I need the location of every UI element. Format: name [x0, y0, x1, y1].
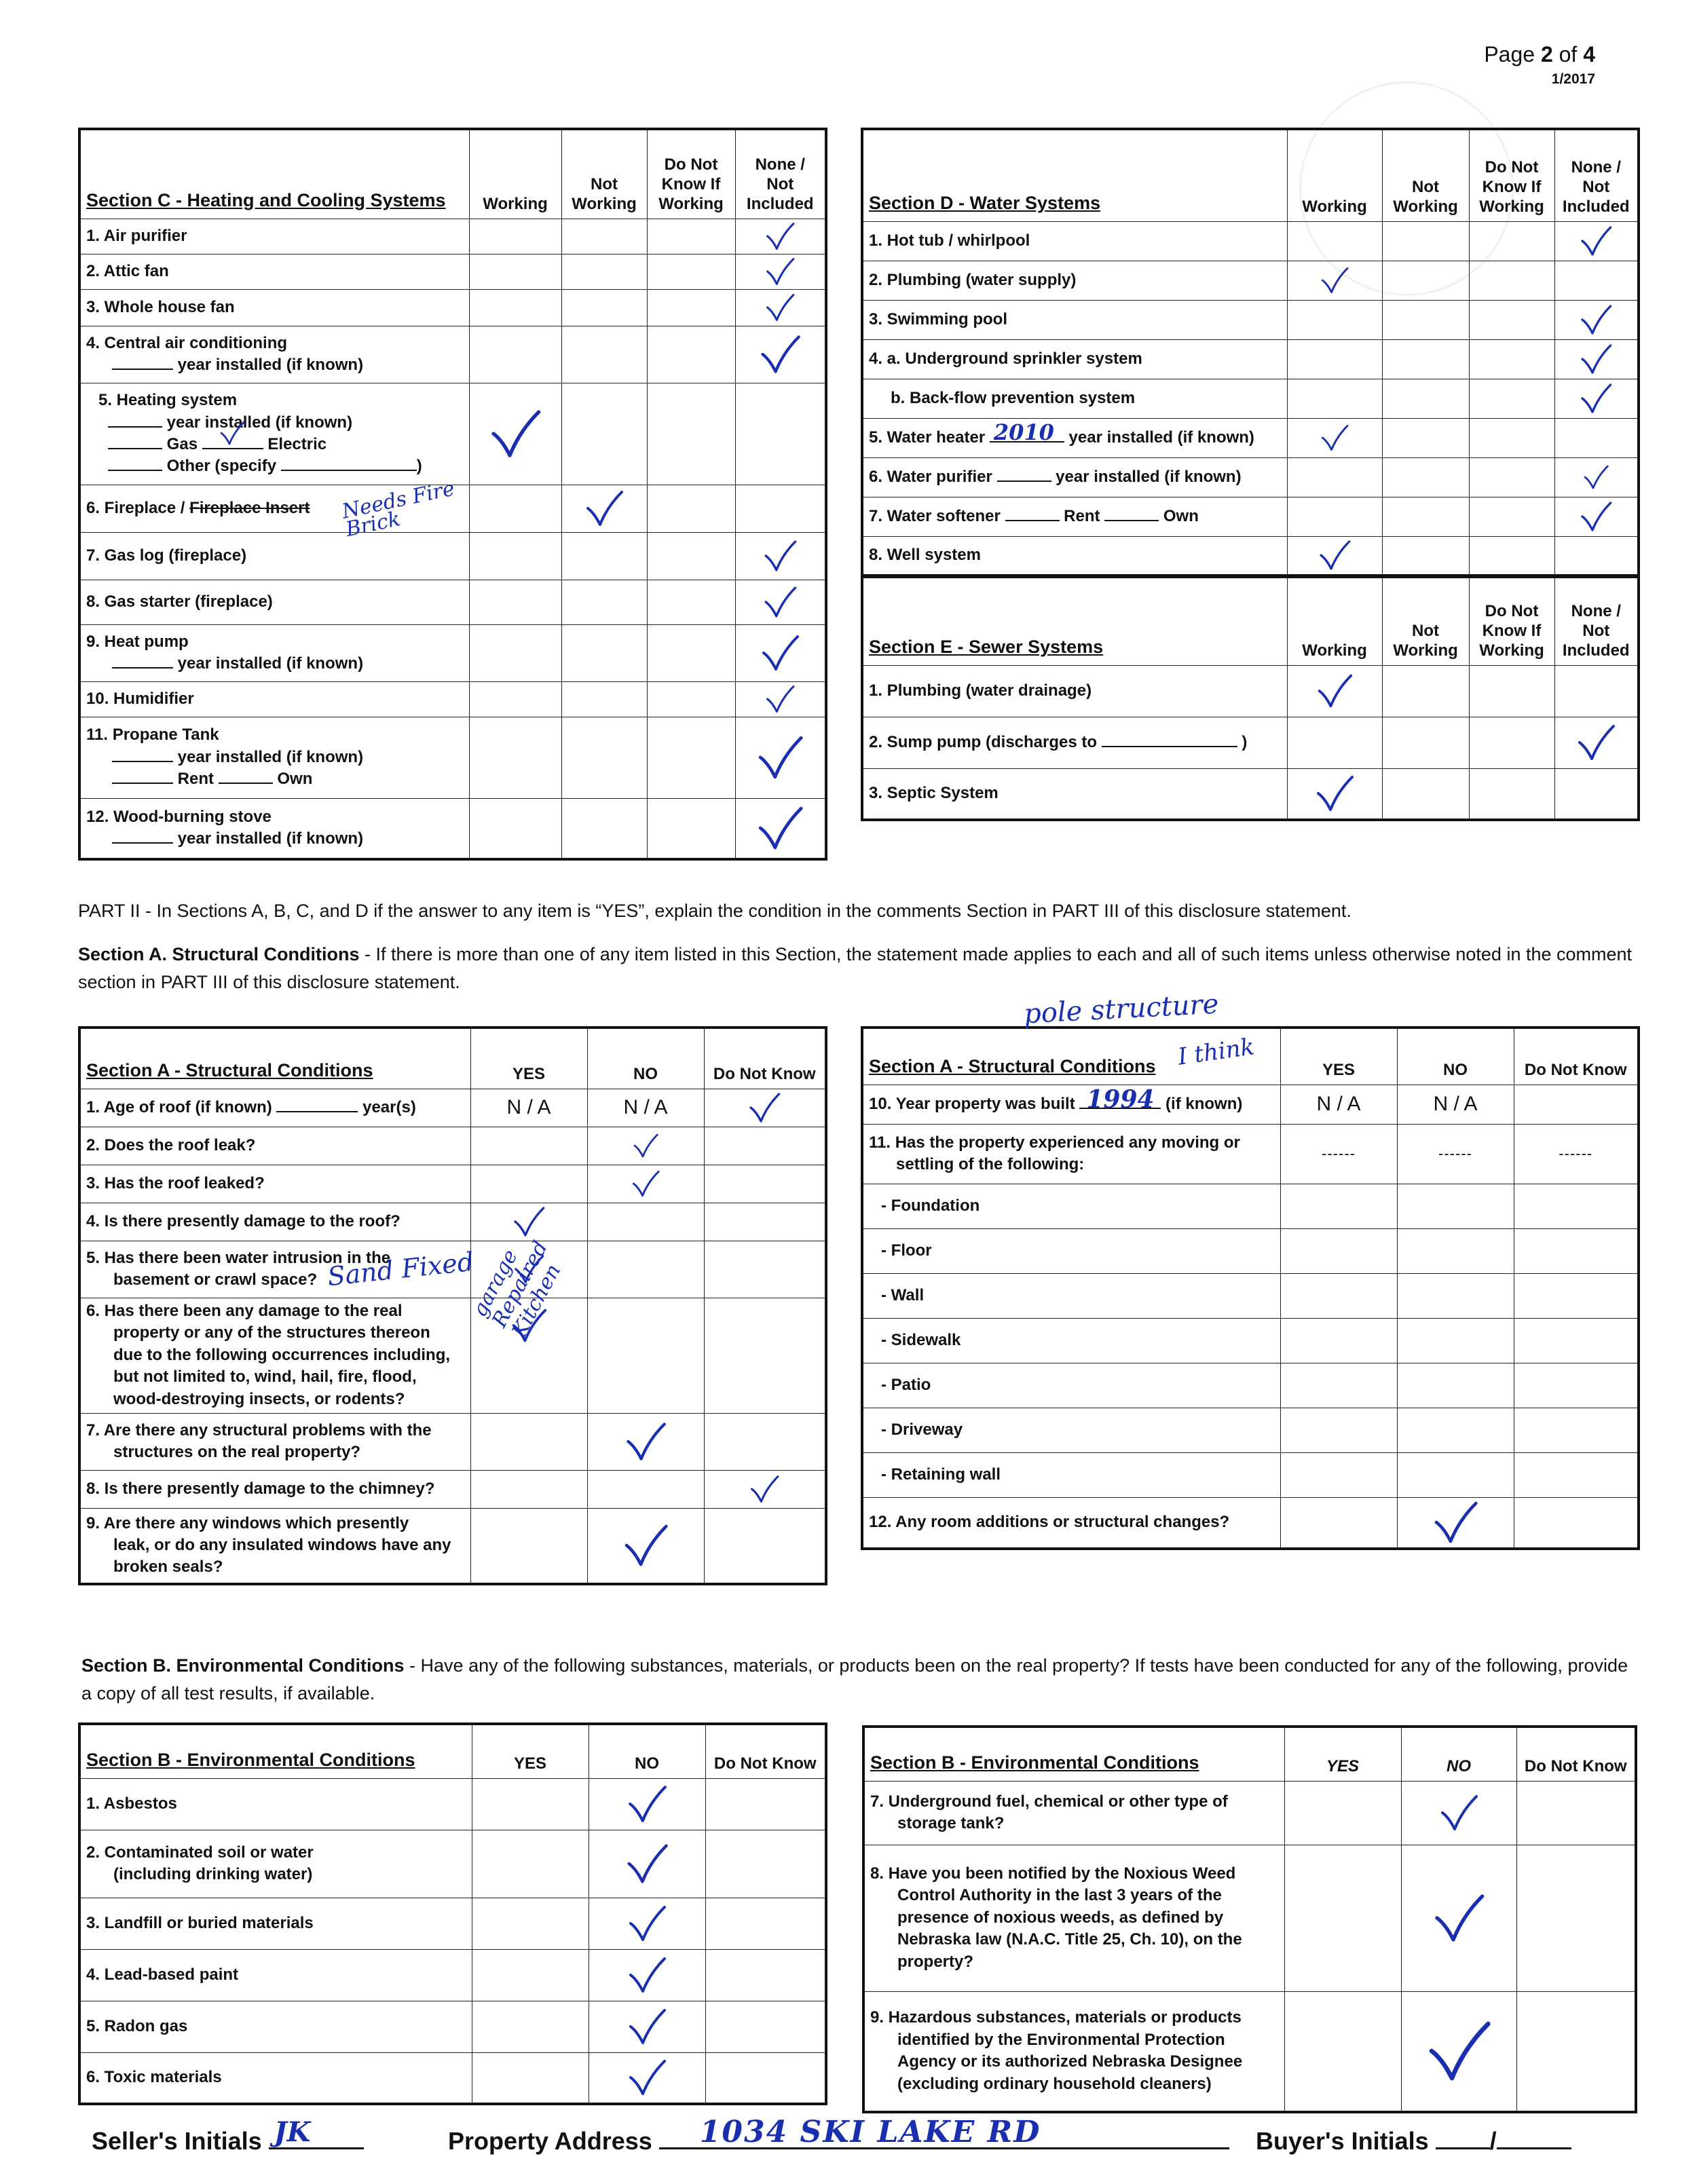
col-not-working: Not Working [1382, 129, 1469, 221]
check-central-ac-none[interactable] [735, 326, 826, 383]
row-property-damage: 6. Has there been any damage to the real property or any of the structures thereon due to the following occurrences including, but not limited to, wind, hail, fire, flood, wood-destroying insects, or rodents? [79, 1298, 470, 1413]
part-ii-intro: PART II - In Sections A, B, C, and D if the answer to any item is “YES”, explain the condition in the comments Section in PART III of this disclosure statement. [78, 901, 1351, 921]
property-address: Property Address 1034 SKI LAKE RD [448, 2124, 1229, 2155]
checkmark-icon [1565, 722, 1626, 763]
row-central-ac: 4. Central air conditioning year installed (if known) [79, 326, 469, 383]
check-structural-problems-no[interactable] [587, 1413, 704, 1470]
row-well-system: 8. Well system [862, 536, 1287, 576]
check-room-additions-no[interactable] [1397, 1497, 1514, 1549]
section-a-right-table [861, 1026, 1640, 1550]
row-roof-age: 1. Age of roof (if known) year(s) [79, 1089, 470, 1127]
check-propane-none[interactable] [735, 717, 826, 798]
col-do-not-know: Do Not Know [704, 1028, 826, 1089]
checkmark-icon [758, 633, 802, 673]
col-none: None / Not Included [735, 129, 826, 219]
col-yes: YES [1284, 1727, 1401, 1781]
section-b-right-table [862, 1725, 1637, 2113]
year-built-no-na: N / A [1397, 1085, 1514, 1124]
checkmark-icon [756, 803, 804, 853]
row-wall: - Wall [862, 1273, 1280, 1318]
row-gas-log: 7. Gas log (fireplace) [79, 532, 469, 580]
col-do-not-know: Do Not Know [1516, 1727, 1636, 1781]
section-a-title-right: Section A - Structural Conditions [862, 1028, 1280, 1085]
col-yes: YES [472, 1724, 589, 1778]
row-floor: - Floor [862, 1228, 1280, 1273]
handwritten-i-think: I think [1176, 1033, 1256, 1071]
checkmark-icon [488, 405, 542, 462]
checkmark-icon [213, 419, 251, 447]
handwritten-pole-structure: pole structure [1022, 988, 1220, 1030]
softener-rent-field[interactable] [1005, 506, 1060, 521]
check-hazardous-no[interactable] [1401, 1991, 1516, 2112]
wood-stove-year-field[interactable] [112, 829, 173, 844]
row-hot-tub: 1. Hot tub / whirlpool [862, 221, 1287, 261]
checkmark-icon [1572, 303, 1620, 337]
checkmark-icon [1572, 342, 1620, 376]
roof-age-no-na: N / A [587, 1089, 704, 1127]
col-do-not-know: Do Not Know [1514, 1028, 1639, 1085]
section-c-title: Section C - Heating and Cooling Systems [79, 129, 469, 219]
row-year-built: 10. Year property was built 1994 (if known) [862, 1085, 1280, 1124]
checkmark-icon [756, 333, 804, 376]
section-a-left-table [78, 1026, 827, 1585]
col-none: None / Not Included [1554, 577, 1639, 665]
year-built-yes-na: N / A [1280, 1085, 1397, 1124]
row-moving-settling: 11. Has the property experienced any moving or settling of the following: [862, 1124, 1280, 1184]
col-no: NO [1397, 1028, 1514, 1085]
col-do-not-know: Do Not Know If Working [1469, 577, 1554, 665]
row-water-intrusion: 5. Has there been water intrusion in the basement or crawl space? [79, 1241, 470, 1298]
checkmark-icon [1316, 538, 1353, 572]
checkmark-icon [1311, 672, 1358, 710]
row-lead-paint: 4. Lead-based paint [79, 1949, 472, 2001]
row-water-purifier: 6. Water purifier year installed (if known) [862, 457, 1287, 497]
section-b-intro: Section B. Environmental Conditions - Have any of the following substances, materials, or products been on the real property? If tests have been conducted for any of the following, provide a copy of all test results, if available. [81, 1655, 1628, 1703]
check-drainage-working[interactable] [1287, 665, 1382, 717]
row-roof-damage: 4. Is there presently damage to the roof? [79, 1203, 470, 1241]
row-humidifier: 10. Humidifier [79, 681, 469, 717]
check-hot-tub-none[interactable] [1554, 221, 1639, 261]
check-backflow-none[interactable] [1554, 379, 1639, 418]
property-address-field[interactable]: 1034 SKI LAKE RD [659, 2124, 1229, 2149]
row-backflow: b. Back-flow prevention system [862, 379, 1287, 418]
checkmark-icon [760, 683, 800, 715]
row-underground-tank: 7. Underground fuel, chemical or other type of storage tank? [863, 1781, 1284, 1845]
col-not-working: Not Working [1382, 577, 1469, 665]
checkmark-icon [1313, 265, 1356, 295]
central-ac-year-field[interactable] [112, 355, 173, 370]
check-attic-fan-none[interactable] [735, 254, 826, 289]
check-contaminated-no[interactable] [589, 1830, 705, 1898]
check-septic-working[interactable] [1287, 768, 1382, 820]
sump-discharge-field[interactable] [1102, 732, 1237, 747]
heat-pump-year-field[interactable] [112, 654, 173, 669]
propane-rent-field[interactable] [112, 769, 173, 784]
check-water-heater-working[interactable] [1287, 418, 1382, 457]
check-whole-house-fan-none[interactable] [735, 289, 826, 326]
check-heat-pump-none[interactable] [735, 624, 826, 681]
softener-own-field[interactable] [1104, 506, 1159, 521]
row-windows: 9. Are there any windows which presently leak, or do any insulated windows have any broken seals? [79, 1508, 470, 1584]
row-asbestos: 1. Asbestos [79, 1778, 472, 1830]
row-whole-house-fan: 3. Whole house fan [79, 289, 469, 326]
checkmark-icon [621, 1955, 673, 1995]
row-attic-fan: 2. Attic fan [79, 254, 469, 289]
check-windows-no[interactable] [587, 1508, 704, 1584]
col-no: NO [587, 1028, 704, 1089]
checkmark-icon [624, 1132, 667, 1159]
col-yes: YES [470, 1028, 587, 1089]
check-asbestos-no[interactable] [589, 1778, 705, 1830]
section-b-title-right: Section B - Environmental Conditions [863, 1727, 1284, 1781]
section-a-intro: Section A. Structural Conditions - If there is more than one of any item listed in this Section, the statement made applies to each and all of such items unless otherwise noted in the comment section in PART III of this disclosure statement. [78, 944, 1633, 992]
section-b-left-table [78, 1722, 827, 2105]
checkmark-icon [620, 1522, 671, 1569]
checkmark-icon [741, 1091, 788, 1125]
section-d-table [861, 128, 1640, 577]
row-heat-pump: 9. Heat pump year installed (if known) [79, 624, 469, 681]
checkmark-icon [621, 2057, 673, 2098]
page-number: Page 2 of 4 [1484, 42, 1595, 67]
section-d-title: Section D - Water Systems [862, 129, 1287, 221]
col-no: NO [589, 1724, 705, 1778]
row-roof-leaked: 3. Has the roof leaked? [79, 1165, 470, 1203]
row-propane-tank: 11. Propane Tank year installed (if known) Rent Own [79, 717, 469, 798]
seller-initials-field[interactable]: JK [269, 2124, 364, 2149]
col-no: NO [1401, 1727, 1516, 1781]
section-a-title: Section A - Structural Conditions [79, 1028, 470, 1089]
check-chimney-dnk[interactable] [704, 1470, 826, 1508]
row-toxic: 6. Toxic materials [79, 2052, 472, 2104]
check-toxic-no[interactable] [589, 2052, 705, 2104]
row-hazardous: 9. Hazardous substances, materials or products identified by the Environmental Protection Agency or its authorized Nebraska Designee (excluding ordinary household cleaners) [863, 1991, 1284, 2112]
row-fireplace: 6. Fireplace / Fireplace Insert [79, 485, 469, 532]
row-plumbing-supply: 2. Plumbing (water supply) [862, 261, 1287, 300]
checkmark-icon [1572, 500, 1620, 533]
row-contaminated-soil: 2. Contaminated soil or water (including drinking water) [79, 1830, 472, 1898]
row-patio: - Patio [862, 1363, 1280, 1408]
check-humidifier-none[interactable] [735, 681, 826, 717]
buyer-initials-field-2[interactable] [1497, 2124, 1571, 2149]
buyer-initials-field-1[interactable] [1436, 2124, 1490, 2149]
checkmark-icon [741, 1473, 788, 1505]
water-heater-year-field[interactable]: 2010 [990, 428, 1064, 443]
check-heating-working[interactable] [469, 383, 561, 485]
checkmark-icon [580, 488, 628, 529]
check-sump-pump-none[interactable] [1554, 717, 1639, 768]
checkmark-icon [624, 1169, 667, 1199]
row-water-softener: 7. Water softener Rent Own [862, 497, 1287, 536]
seller-initials: Seller's Initials JK [92, 2124, 364, 2155]
checkmark-icon [621, 1903, 673, 1944]
check-roof-age-dnk[interactable] [704, 1089, 826, 1127]
row-gas-starter: 8. Gas starter (fireplace) [79, 580, 469, 624]
checkmark-icon [756, 732, 804, 783]
section-b-title: Section B - Environmental Conditions [79, 1724, 472, 1778]
checkmark-icon [1425, 2010, 1493, 2092]
row-room-additions: 12. Any room additions or structural changes? [862, 1497, 1280, 1549]
checkmark-icon [758, 584, 802, 620]
row-water-heater: 5. Water heater 2010 year installed (if known) [862, 418, 1287, 457]
propane-own-field[interactable] [219, 769, 273, 784]
row-radon: 5. Radon gas [79, 2001, 472, 2052]
check-fireplace-not-working[interactable] [561, 485, 647, 532]
col-working: Working [1287, 577, 1382, 665]
row-driveway: - Driveway [862, 1408, 1280, 1452]
moving-dnk-dashes: ------ [1514, 1124, 1639, 1184]
roof-age-field[interactable] [276, 1097, 358, 1112]
check-noxious-weed-no[interactable] [1401, 1845, 1516, 1991]
check-roof-leak-no[interactable] [587, 1127, 704, 1165]
col-do-not-know: Do Not Know If Working [1469, 129, 1554, 221]
section-e-title: Section E - Sewer Systems [862, 577, 1287, 665]
checkmark-icon [1572, 381, 1620, 415]
row-foundation: - Foundation [862, 1184, 1280, 1228]
col-do-not-know: Do Not Know [705, 1724, 826, 1778]
checkmark-icon [1311, 773, 1358, 814]
check-lead-paint-no[interactable] [589, 1949, 705, 2001]
checkmark-icon [1421, 1499, 1489, 1546]
checkmark-icon [1313, 423, 1356, 453]
row-sprinkler: 4. a. Underground sprinkler system [862, 339, 1287, 379]
checkmark-icon [623, 1783, 671, 1825]
checkmark-icon [1574, 464, 1618, 491]
checkmark-icon [620, 1420, 671, 1463]
check-landfill-no[interactable] [589, 1898, 705, 1949]
row-roof-leak: 2. Does the roof leak? [79, 1127, 470, 1165]
checkmark-icon [1572, 224, 1620, 258]
check-gas-log-none[interactable] [735, 532, 826, 580]
page-header [1484, 42, 1595, 88]
checkmark-icon [1430, 1891, 1487, 1945]
handwritten-garage-note: garage Repaired Kitchen [468, 1237, 566, 1342]
row-air-purifier: 1. Air purifier [79, 219, 469, 254]
check-swimming-pool-none[interactable] [1554, 300, 1639, 339]
checkmark-icon [758, 538, 802, 573]
col-do-not-know: Do Not Know If Working [647, 129, 735, 219]
row-sump-pump: 2. Sump pump (discharges to ) [862, 717, 1287, 768]
handwritten-sand-fixed: Sand Fixed [326, 1246, 476, 1292]
row-sidewalk: - Sidewalk [862, 1318, 1280, 1363]
row-chimney: 8. Is there presently damage to the chimney? [79, 1470, 470, 1508]
check-gas-starter-none[interactable] [735, 580, 826, 624]
checkmark-icon [760, 256, 800, 287]
water-purifier-year-field[interactable] [997, 467, 1051, 482]
row-noxious-weed: 8. Have you been notified by the Noxious Weed Control Authority in the last 3 years of the presence of noxious weeds, as defined by Nebraska law (N.A.C. Title 25, Ch. 10), on the property? [863, 1845, 1284, 1991]
check-roof-damage-yes[interactable] [470, 1203, 587, 1241]
check-sprinkler-none[interactable] [1554, 339, 1639, 379]
section-e-table [861, 576, 1640, 821]
heating-gas-field[interactable] [108, 434, 162, 449]
row-heating-system: 5. Heating system year installed (if known) Gas Electric Other (specify ) [79, 383, 469, 485]
roof-age-yes-na: N / A [470, 1089, 587, 1127]
check-radon-no[interactable] [589, 2001, 705, 2052]
checkmark-icon [760, 292, 800, 323]
col-none: None / Not Included [1554, 129, 1639, 221]
check-plumbing-supply-working[interactable] [1287, 261, 1382, 300]
check-wood-stove-none[interactable] [735, 798, 826, 859]
col-not-working: Not Working [561, 129, 647, 219]
row-plumbing-drainage: 1. Plumbing (water drainage) [862, 665, 1287, 717]
heating-other-specify-field[interactable] [281, 456, 417, 471]
moving-yes-dashes: ------ [1280, 1124, 1397, 1184]
row-landfill: 3. Landfill or buried materials [79, 1898, 472, 1949]
row-retaining-wall: - Retaining wall [862, 1452, 1280, 1497]
heating-electric-field[interactable] [202, 434, 263, 449]
check-roof-leaked-no[interactable] [587, 1165, 704, 1203]
checkmark-icon [1435, 1792, 1482, 1833]
footer [92, 2115, 1599, 2165]
row-wood-stove: 12. Wood-burning stove year installed (if known) [79, 798, 469, 859]
check-water-purifier-none[interactable] [1554, 457, 1639, 497]
heating-other-field[interactable] [108, 456, 162, 471]
checkmark-icon [621, 2006, 673, 2047]
row-swimming-pool: 3. Swimming pool [862, 300, 1287, 339]
handwritten-fireplace-note: Needs Fire Brick [339, 476, 457, 542]
checkmark-icon [760, 221, 800, 252]
row-septic: 3. Septic System [862, 768, 1287, 820]
moving-no-dashes: ------ [1397, 1124, 1514, 1184]
check-underground-tank-no[interactable] [1401, 1781, 1516, 1845]
col-working: Working [469, 129, 561, 219]
heating-year-field[interactable] [108, 413, 162, 428]
col-yes: YES [1280, 1028, 1397, 1085]
row-structural-problems: 7. Are there any structural problems with the structures on the real property? [79, 1413, 470, 1470]
col-working: Working [1287, 129, 1382, 221]
form-date: 1/2017 [1551, 71, 1595, 87]
checkmark-icon [621, 1841, 673, 1886]
check-well-system-working[interactable] [1287, 536, 1382, 576]
check-air-purifier-none[interactable] [735, 219, 826, 254]
check-water-softener-none[interactable] [1554, 497, 1639, 536]
year-built-field[interactable]: 1994 [1079, 1094, 1161, 1109]
propane-year-field[interactable] [112, 747, 173, 762]
buyer-initials: Buyer's Initials / [1256, 2124, 1571, 2155]
